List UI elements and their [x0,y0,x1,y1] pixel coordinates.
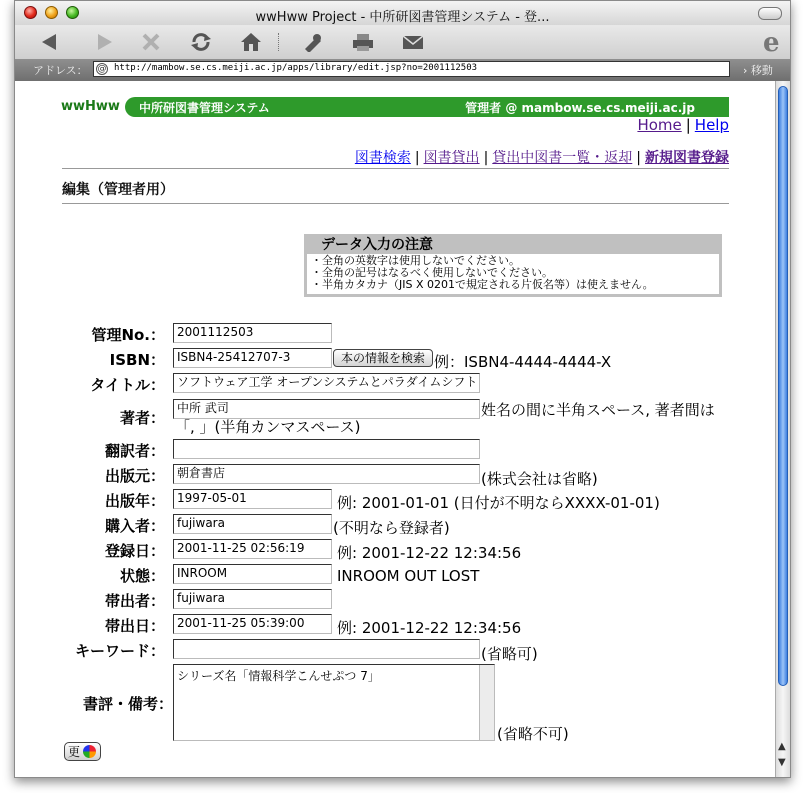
reg-date-field[interactable]: 2001-11-25 02:56:19 [173,539,332,559]
borrow-date-label: 帯出日： [104,617,165,635]
refresh-icon [190,32,212,52]
translator-field[interactable] [173,439,480,459]
borrower-label: 帯出者： [104,592,165,610]
status-label: 状態： [119,567,165,585]
address-input[interactable] [93,61,730,77]
home-link[interactable]: Home [637,116,682,134]
back-button[interactable] [37,29,65,55]
title-bar [15,1,790,26]
browser-logo-icon [761,28,787,60]
system-name: 中所研図書管理システム [139,101,270,115]
stop-icon [141,32,161,52]
svg-text:e: e [763,28,780,56]
mgmt-no-field[interactable]: 2001112503 [173,323,332,343]
page-content [15,81,775,778]
address-label: アドレス： [33,64,88,77]
reg-date-label: 登録日： [104,542,165,560]
reg-date-hint: 例: 2001-12-22 12:34:56 [337,544,522,562]
scroll-up-icon[interactable]: ▲ [778,741,786,752]
refresh-button[interactable] [187,29,215,55]
isbn-hint: 例：ISBN4-4444-4444-X [434,353,612,371]
stop-button[interactable] [137,29,165,55]
keyword-hint: (省略可) [481,645,538,663]
forward-arrow-icon [92,33,114,51]
status-hint: INROOM OUT LOST [337,567,480,585]
back-arrow-icon [40,33,62,51]
address-bar [15,59,790,81]
toolbar-divider [278,33,281,51]
publisher-hint: (株式会社は省略) [481,470,598,488]
review-text: シリーズ名「情報科学こんせぷつ 7」 [177,669,380,683]
nav-new-book[interactable]: 新規図書登録 [645,150,729,166]
mgmt-no-label: 管理No.： [91,326,165,344]
translator-label: 翻訳者： [104,442,165,460]
autofill-button[interactable] [299,29,327,55]
title-divider [62,203,729,204]
nav-book-search[interactable]: 図書検索 [354,150,411,166]
status-field[interactable]: INROOM [173,564,332,584]
scroll-thumb[interactable] [778,86,788,686]
home-button[interactable] [237,29,265,55]
header-bar [125,97,729,117]
nav-separator: | [483,150,489,166]
search-book-info-button[interactable]: 本の情報を検索 [333,349,433,367]
scroll-down-icon[interactable]: ▼ [778,757,786,768]
forward-button[interactable] [89,29,117,55]
address-url: http://mambow.se.cs.meiji.ac.jp/apps/library/edit.jsp?no=2001112503 [114,63,478,73]
borrower-field[interactable]: fujiwara [173,589,332,609]
admin-info: 管理者 @ mambow.se.cs.meiji.ac.jp [465,101,695,115]
print-icon [351,32,375,52]
page-title: 編集（管理者用） [62,182,174,198]
nav-links [355,147,729,167]
notice-line: ・全角の英数字は使用しないでください。 [311,254,520,267]
update-icon [83,745,96,758]
print-button[interactable] [349,29,377,55]
toolbar [15,25,790,59]
home-icon [240,32,262,52]
browser-window [14,0,791,778]
isbn-field[interactable]: ISBN4-25412707-3 [173,348,332,368]
purchaser-hint: (不明なら登録者) [333,519,450,537]
title-field[interactable]: ソフトウェア工学 オープンシステムとパラダイムシフト [173,373,480,393]
borrow-date-hint: 例: 2001-12-22 12:34:56 [337,619,522,637]
mail-button[interactable] [399,29,427,55]
page-scrollbar[interactable] [775,81,790,778]
site-logo: wwHww [61,99,120,114]
keyword-field[interactable] [173,639,480,659]
input-notice [304,234,722,297]
review-scrollbar[interactable] [479,665,494,740]
go-button[interactable]: › 移動 [743,64,773,77]
link-separator: | [685,116,691,134]
notice-body [307,254,719,294]
borrow-date-field[interactable]: 2001-11-25 05:39:00 [173,614,332,634]
window-title: wwHww Project - 中所研図書管理システム - 登... [255,10,550,25]
header-divider [62,168,729,169]
review-textarea[interactable] [173,664,495,741]
publisher-field[interactable]: 朝倉書店 [173,464,480,484]
notice-title: データ入力の注意 [321,237,433,253]
mail-icon [401,33,425,51]
nav-separator: | [414,150,420,166]
publisher-label: 出版元： [104,467,165,485]
isbn-label: ISBN： [109,351,165,369]
toolbar-toggle-button[interactable] [758,7,782,20]
pub-year-field[interactable]: 1997-05-01 [173,489,332,509]
top-links [637,116,729,134]
keyword-label: キーワード： [74,642,165,660]
notice-line: ・全角の記号はなるべく使用しないでください。 [311,266,553,279]
help-link[interactable]: Help [694,116,729,134]
pub-year-hint: 例: 2001-01-01 (日付が不明ならXXXX-01-01) [337,494,660,512]
update-button[interactable] [64,742,101,761]
pub-year-label: 出版年： [104,492,165,510]
update-label: 更 [68,745,81,759]
author-label: 著者： [119,409,165,427]
notice-line: ・半角カタカナ（JIS X 0201で規定される片仮名等）は使えません。 [311,278,654,291]
author-hint: 姓名の間に半角スペース, 著者間は「, 」(半角カンマスペース) [175,401,715,436]
purchaser-field[interactable]: fujiwara [173,514,332,534]
autofill-icon [302,32,324,52]
nav-lent-list[interactable]: 貸出中図書一覧・返却 [492,150,633,166]
at-icon: @ [97,64,107,74]
nav-book-lending[interactable]: 図書貸出 [423,150,480,166]
review-label: 書評・備考： [82,695,173,713]
purchaser-label: 購入者： [104,517,165,535]
review-hint: (省略不可) [497,725,569,743]
nav-separator: | [636,150,641,166]
author-field[interactable]: 中所 武司 [173,399,480,419]
title-label: タイトル： [90,376,165,394]
